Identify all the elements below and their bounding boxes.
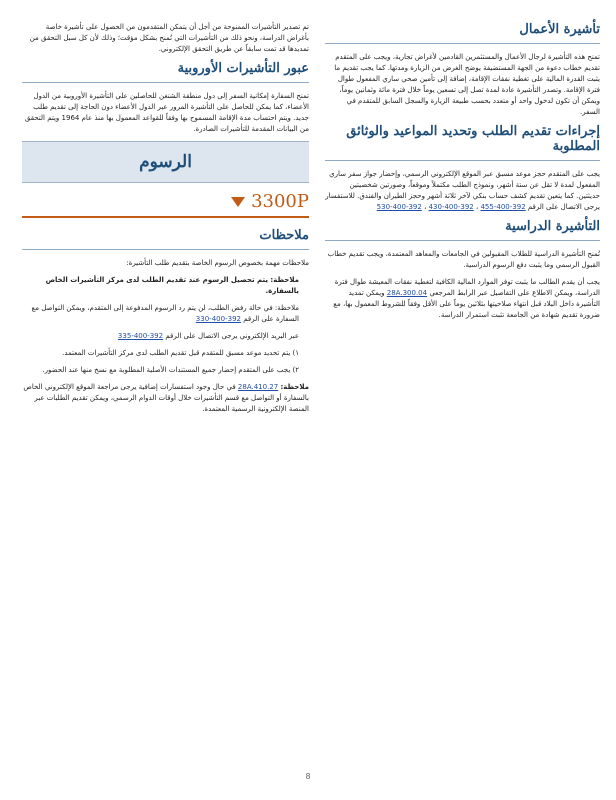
footer-paragraph [22, 382, 309, 415]
fees-box [22, 141, 309, 183]
section1-title: تأشيرة الأعمال [519, 22, 600, 37]
section1-header [325, 22, 600, 44]
note-item-text: ملاحظة: في حالة رفض الطلب، لن يتم رد الرسوم المدفوعة إلى المتقدم، ويمكن التواصل مع السفارة على الرقم [31, 304, 299, 323]
section-header [22, 61, 309, 83]
phone-link[interactable]: 392-400-455 [480, 203, 526, 211]
price-row [22, 191, 309, 218]
section2-header [325, 124, 600, 161]
note-item [22, 303, 309, 325]
phone-link[interactable]: 392-400-330 [195, 315, 241, 323]
section2-text: يجب على المتقدم حجز موعد مسبق عبر الموقع الإلكتروني الرسمي، وإحضار جواز سفر ساري المفعول لمدة لا تقل عن ستة أشهر، ونموذج الطلب مكتملاً وموقعاً، وصورتين شخصيتين حديثتين. كما يتعين تقديم كشف حساب بنكي لآخر ثلاثة أشهر وحجز الطيران والفندق. للاستفسار يرجى الاتصال على الرقم [325, 170, 600, 211]
footer-text: في حال وجود استفسارات إضافية يرجى مراجعة الموقع الإلكتروني الخاص بالسفارة أو التواصل مع قسم التأشيرات خلال أوقات الدوام الرسمي، ويمكن تقديم الطلبات عبر المنصة الإلكترونية الرسمية المعتمدة. [23, 383, 309, 413]
footer-code-link[interactable]: 28A.410.27 [237, 383, 279, 391]
note-item-text: عبر البريد الإلكتروني يرجى الاتصال على الرقم [165, 332, 299, 340]
left-column [22, 22, 309, 421]
page-number: 8 [305, 772, 311, 781]
footer-label: ملاحظة: [280, 383, 309, 391]
section3-title: التأشيرة الدراسية [505, 219, 600, 234]
note-item-text: ملاحظة: يتم تحصيل الرسوم عند تقديم الطلب لدى مركز التأشيرات الخاص بالسفارة. [45, 276, 299, 295]
phone-link[interactable]: 392-400-530 [376, 203, 422, 211]
phone-link[interactable]: 392-400-335 [117, 332, 164, 340]
fees-price: 3300P [251, 191, 309, 212]
triangle-icon [231, 197, 245, 207]
section3-text-cont: ويمكن تمديد التأشيرة داخل البلاد قبل انتهاء صلاحيتها بثلاثين يوماً على الأقل وفقاً للشروط المعمول بها، مع ضرورة تقديم شهادة من الجامعة تثبت استمرار الدراسة. [333, 289, 600, 319]
notes-header [22, 228, 309, 250]
intro-paragraph: تم تصدير التأشيرات الممنوحة من أجل أن يتمكن المتقدمون من الحصول على تأشيرة خاصة بأغراض الدراسة، ونحو ذلك من التأشيرات التي تُمنح بشكل مؤقت؛ وذلك لأن كل سبل التحقق من تمديدها قد تمت سابقاً عن طريق التحقق الإلكتروني. [29, 23, 309, 53]
section2-paragraph: يجب على المتقدم حجز موعد مسبق عبر الموقع الإلكتروني الرسمي، وإحضار جواز سفر ساري المفعول لمدة لا تقل عن ستة أشهر، ونموذج الطلب مكتملاً وموقعاً، وصورتين شخصيتين حديثتين. كما يتعين تقديم كشف حساب بنكي لآخر ثلاثة أشهر وحجز الطيران والفندق. للاستفسار يرجى الاتصال على الرقم 392-400-455 ، 392-400-430 ، 392-400-530 [325, 170, 600, 211]
section1-paragraph: تمنح هذه التأشيرة لرجال الأعمال والمستثمرين القادمين لأغراض تجارية، ويجب على المتقدم تقديم خطاب دعوة من الجهة المستضيفة يوضح الغرض من الزيارة ومدتها. كما يجب تقديم ما يثبت القدرة المالية على تغطية نفقات الإقامة، إضافة إلى تأمين صحي ساري المفعول طوال فترة الإقامة. وتصدر التأشيرة عادة لمدة تصل إلى تسعين يوماً خلال فترة مائة وثمانين يوماً، ويمكن أن تكون لدخول واحد أو متعدد بحسب طبيعة الزيارة والسجل السابق للمتقدم في السفر. [334, 53, 600, 116]
ref-code-link[interactable]: 28A.300.04 [386, 289, 428, 297]
note-item: ١) يتم تحديد موعد مسبق للمتقدم قبل تقديم الطلب لدى مركز التأشيرات المعتمد. [62, 349, 299, 357]
section3-paragraph-2 [325, 277, 600, 321]
note-item [22, 275, 309, 297]
note-item: ٢) يجب على المتقدم إحضار جميع المستندات الأصلية المطلوبة مع نسخ منها عند الحضور. [42, 366, 299, 374]
section3-header [325, 219, 600, 241]
phone-link[interactable]: 392-400-430 [428, 203, 474, 211]
section3-paragraph-1: تُمنح التأشيرة الدراسية للطلاب المقبولين في الجامعات والمعاهد المعتمدة، ويجب تقديم خطاب القبول الرسمي وما يثبت دفع الرسوم الدراسية. [327, 250, 600, 269]
note-intro: ملاحظات مهمة بخصوص الرسوم الخاصة بتقديم طلب التأشيرة: [126, 259, 309, 267]
section-title: عبور التأشيرات الأوروبية [177, 61, 309, 76]
fees-heading: الرسوم [139, 152, 192, 172]
right-column [325, 22, 600, 327]
note-heading: ملاحظات [259, 228, 309, 243]
section2-title: إجراءات تقديم الطلب وتحديد المواعيد والوثائق المطلوبة [346, 124, 600, 154]
note-item [22, 331, 309, 342]
section-paragraph: تمنح السفارة إمكانية السفر إلى دول منطقة الشنغن للحاصلين على التأشيرة الأوروبية من الدول الأعضاء، كما يمكن للحاصل على التأشيرة المرور عبر الدول الأعضاء دون الحاجة إلى تقديم طلب جديد. ويتم احتساب مدة الإقامة المسموح بها وفقاً للقواعد المعمول بها منذ عام 1964 ويتم التحقق من البيانات المقدمة للتأشيرات الصادرة. [24, 92, 309, 133]
section3-text: يجب أن يقدم الطالب ما يثبت توفر الموارد المالية الكافية لتغطية نفقات المعيشة طوال فترة الدراسة، ويمكن الاطلاع على التفاصيل عبر الرابط المرجعي [334, 278, 600, 297]
